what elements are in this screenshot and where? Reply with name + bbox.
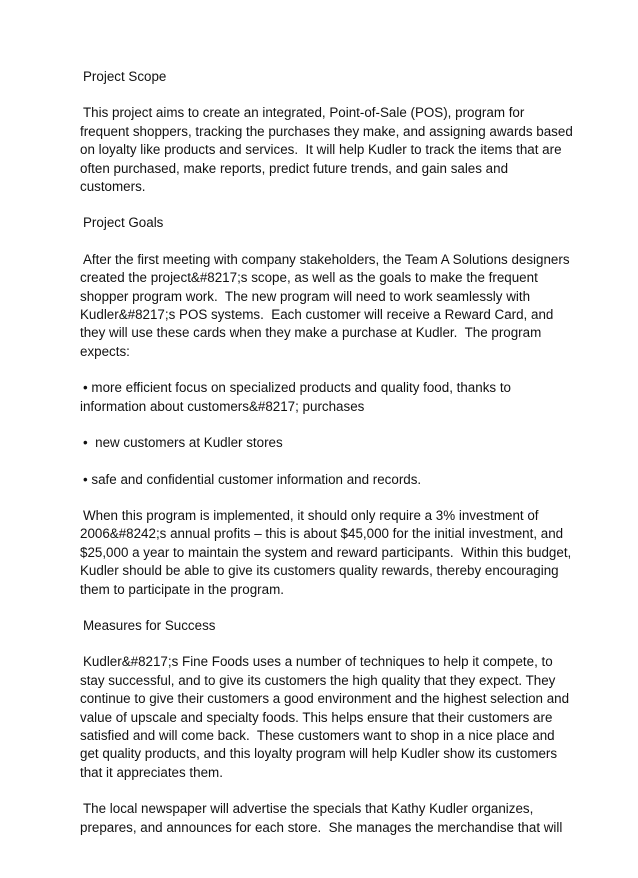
heading-project-goals: Project Goals <box>83 215 164 231</box>
bullet-item: • new customers at Kudler stores <box>83 435 283 451</box>
bullet-item: • safe and confidential customer information and records. <box>83 471 422 487</box>
bullet-item: • more efficient focus on specialized products and quality food, thanks to information about customers&#8217; purchases <box>80 380 515 414</box>
heading-measures-for-success: Measures for Success <box>83 617 216 633</box>
paragraph-newspaper: The local newspaper will advertise the specials that Kathy Kudler organizes, prepares, and announces for each store. She manages the merchandise that will <box>80 801 563 835</box>
paragraph-investment: When this program is implemented, it should only require a 3% investment of 2006&#8242;s annual profits – this is about $45,000 for the initial investment, and $25,000 a year to maintain the system and reward participants. Within this budget, Kudler should be able to give its customers quality rewards, thereby encouraging them to participate in the program. <box>80 507 575 597</box>
paragraph-project-goals: After the first meeting with company stakeholders, the Team A Solutions designers created the project&#8217;s scope, as well as the goals to make the frequent shopper program work. The new program will need to work seamlessly with Kudler&#8217;s POS systems. Each customer will receive a Reward Card, and they will use these cards when they make a purchase at Kudler. The program expects: <box>80 251 574 359</box>
paragraph-measures: Kudler&#8217;s Fine Foods uses a number of techniques to help it compete, to stay successful, and to give its customers the high quality that they expect. They continue to give their customers a good environment and the highest selection and value of upscale and specialty foods. This helps ensure that their customers are satisfied and will come back. These customers want to shop in a nice place and get quality products, and this loyalty program will help Kudler show its customers that it appreciates them. <box>80 654 573 780</box>
paragraph-project-scope: This project aims to create an integrated, Point-of-Sale (POS), program for frequent shoppers, tracking the purchases they make, and assigning awards based on loyalty like products and services. It will help Kudler to track the items that are often purchased, make reports, predict future trends, and gain sales and customers. <box>80 105 577 195</box>
heading-project-scope: Project Scope <box>83 69 167 84</box>
document-body <box>80 68 575 855</box>
